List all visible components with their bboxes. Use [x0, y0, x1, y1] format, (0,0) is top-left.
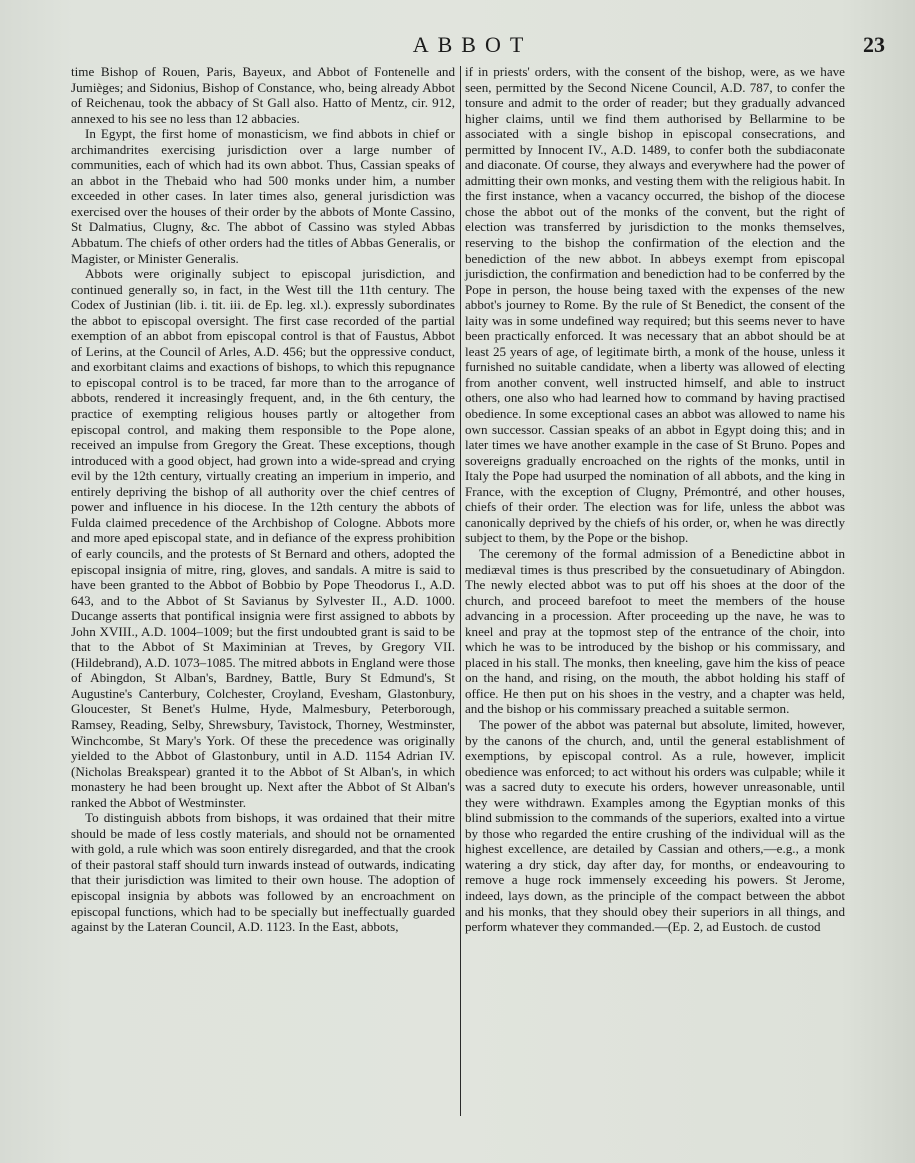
paragraph: In Egypt, the first home of monasticism, we find abbots in chief or archimandrites exercising jurisdiction over a large number of communities, each of which had its own abbot. Thus, Cassian speaks of an abbot in the Thebaid who had 500 monks under him, a number exceeded in other cases. In later times also, general jurisdiction was exercised over the houses of their order by the abbots of Monte Cassino, St Dalmatius, Clugny, &c. The abbot of Cassino was styled Abbas Abbatum. The chiefs of other orders had the titles of Abbas Generalis, or Magister, or Minister Generalis. [71, 126, 455, 266]
column-divider [460, 66, 461, 1116]
paragraph: if in priests' orders, with the consent of the bishop, were, as we have seen, permitted by the Second Nicene Council, A.D. 787, to confer the tonsure and admit to the order of reader; but they gradually advanced higher claims, until we find them authorised by Bellarmine to be associated with a single bishop in episcopal consecrations, and permitted by Innocent IV., A.D. 1489, to confer both the subdiaconate and diaconate. Of course, they always and everywhere had the power of admitting their own monks, and vesting them with the religious habit. In the first instance, when a vacancy occurred, the bishop of the diocese chose the abbot out of the monks of the convent, but the right of election was transferred by jurisdiction to the monks themselves, reserving to the bishop the confirmation of the election and the benediction of the new abbot. In abbeys exempt from episcopal jurisdiction, the confirmation and benediction had to be conferred by the Pope in person, the house being taxed with the expenses of the new abbot's journey to Rome. By the rule of St Benedict, the consent of the laity was in some undefined way required; but this seems never to have been practically enforced. It was necessary that an abbot should be at least 25 years of age, of legitimate birth, a monk of the house, unless it furnished no suitable candidate, when a liberty was allowed of electing from another convent, well instructed himself, and able to instruct others, one also who had learned how to command by having practised obedience. In some exceptional cases an abbot was allowed to name his own successor. Cassian speaks of an abbot in Egypt doing this; and in later times we have another example in the case of St Bruno. Popes and sovereigns gradually encroached on the rights of the monks, until in Italy the Pope had usurped the nomination of all abbots, and the king in France, with the exception of Clugny, Prémontré, and other houses, chiefs of their order. The election was for life, unless the abbot was canonically deprived by the chiefs of his order, or, when he was directly subject to them, by the Pope or the bishop. [465, 64, 845, 546]
paragraph: Abbots were originally subject to episcopal jurisdiction, and continued generally so, in fact, in the West till the 11th century. The Codex of Justinian (lib. i. tit. iii. de Ep. leg. xl.). expressly subordinates the abbot to episcopal oversight. The first case recorded of the partial exemption of an abbot from episcopal control is that of Faustus, Abbot of Lerins, at the Council of Arles, A.D. 456; but the oppressive conduct, and exorbitant claims and exactions of bishops, to which this repugnance to episcopal control is to be traced, far more than to the arrogance of abbots, rendered it increasingly frequent, and, in the 6th century, the practice of exempting religious houses partly or altogether from episcopal control, and making them responsible to the Pope alone, received an impulse from Gregory the Great. These exceptions, though introduced with a good object, had grown into a wide-spread and crying evil by the 12th century, virtually creating an imperium in imperio, and entirely depriving the bishop of all authority over the chief centres of power and influence in his diocese. In the 12th century the abbots of Fulda claimed precedence of the Archbishop of Cologne. Abbots more and more aped episcopal state, and in defiance of the express prohibition of early councils, and the protests of St Bernard and others, adopted the episcopal insignia of mitre, ring, gloves, and sandals. A mitre is said to have been granted to the Abbot of Bobbio by Pope Theodorus I., A.D. 643, and to the Abbot of St Savianus by Sylvester II., A.D. 1000. Ducange asserts that pontifical insignia were first assigned to abbots by John XVIII., A.D. 1004–1009; but the first undoubted grant is said to be that to the Abbot of St Maximinian at Treves, by Gregory VII. (Hildebrand), A.D. 1073–1085. The mitred abbots in England were those of Abingdon, St Alban's, Bardney, Battle, Bury St Edmund's, St Augustine's Canterbury, Colchester, Croyland, Evesham, Glastonbury, Gloucester, St Benet's Hulme, Hyde, Malmesbury, Peterborough, Ramsey, Reading, Selby, Shrewsbury, Tavistock, Thorney, Westminster, Winchcombe, St Mary's York. Of these the precedence was originally yielded to the Abbot of Glastonbury, until in A.D. 1154 Adrian IV. (Nicholas Breakspear) granted it to the Abbot of St Alban's, in which monastery he had been brought up. Next after the Abbot of St Alban's ranked the Abbot of Westminster. [71, 266, 455, 810]
paragraph: To distinguish abbots from bishops, it was ordained that their mitre should be made of less costly materials, and should not be ornamented with gold, a rule which was soon entirely disregarded, and that the crook of their pastoral staff should turn inwards instead of outwards, indicating that their jurisdiction was limited to their own house. The adoption of episcopal insignia by abbots was followed by an encroachment on episcopal functions, which had to be specially but ineffectually guarded against by the Lateran Council, A.D. 1123. In the East, abbots, [71, 810, 455, 935]
right-column [465, 64, 845, 935]
running-header [60, 30, 885, 60]
left-column [71, 64, 455, 935]
paragraph: The ceremony of the formal admission of a Benedictine abbot in mediæval times is thus prescribed by the consuetudinary of Abingdon. The newly elected abbot was to put off his shoes at the door of the church, and proceed barefoot to meet the members of the house advancing in a procession. After proceeding up the nave, he was to kneel and pray at the topmost step of the entrance of the choir, into which he was to be introduced by the bishop or his commissary, and placed in his stall. The monks, then kneeling, gave him the kiss of peace on the hand, and rising, on the mouth, the abbot holding his staff of office. He then put on his shoes in the vestry, and a chapter was held, and the bishop or his commissary preached a suitable sermon. [465, 545, 845, 717]
page-title: ABBOT [412, 32, 533, 57]
paragraph: The power of the abbot was paternal but absolute, limited, however, by the canons of the church, and, until the general establishment of exemptions, by episcopal control. As a rule, however, implicit obedience was enforced; to act without his orders was culpable; while it was a sacred duty to execute his orders, however unreasonable, until they were withdrawn. Examples among the Egyptian monks of this blind submission to the commands of the superiors, exalted into a virtue by those who regarded the entire crushing of the individual will as the highest excellence, are detailed by Cassian and others,—e.g., a monk watering a dry stick, day after day, for months, or endeavouring to remove a huge rock immensely exceeding his powers. St Jerome, indeed, lays down, as the principle of the compact between the abbot and his monks, that they should obey their superiors in all things, and perform whatever they commanded.—(Ep. 2, ad Eustoch. de custod [465, 716, 845, 935]
page-number: 23 [863, 32, 885, 57]
paragraph: time Bishop of Rouen, Paris, Bayeux, and Abbot of Fontenelle and Jumièges; and Sidonius, Bishop of Constance, who, being already Abbot of Reichenau, took the abbacy of St Gall also. Hatto of Mentz, cir. 912, annexed to his see no less than 12 abbacies. [71, 64, 455, 126]
